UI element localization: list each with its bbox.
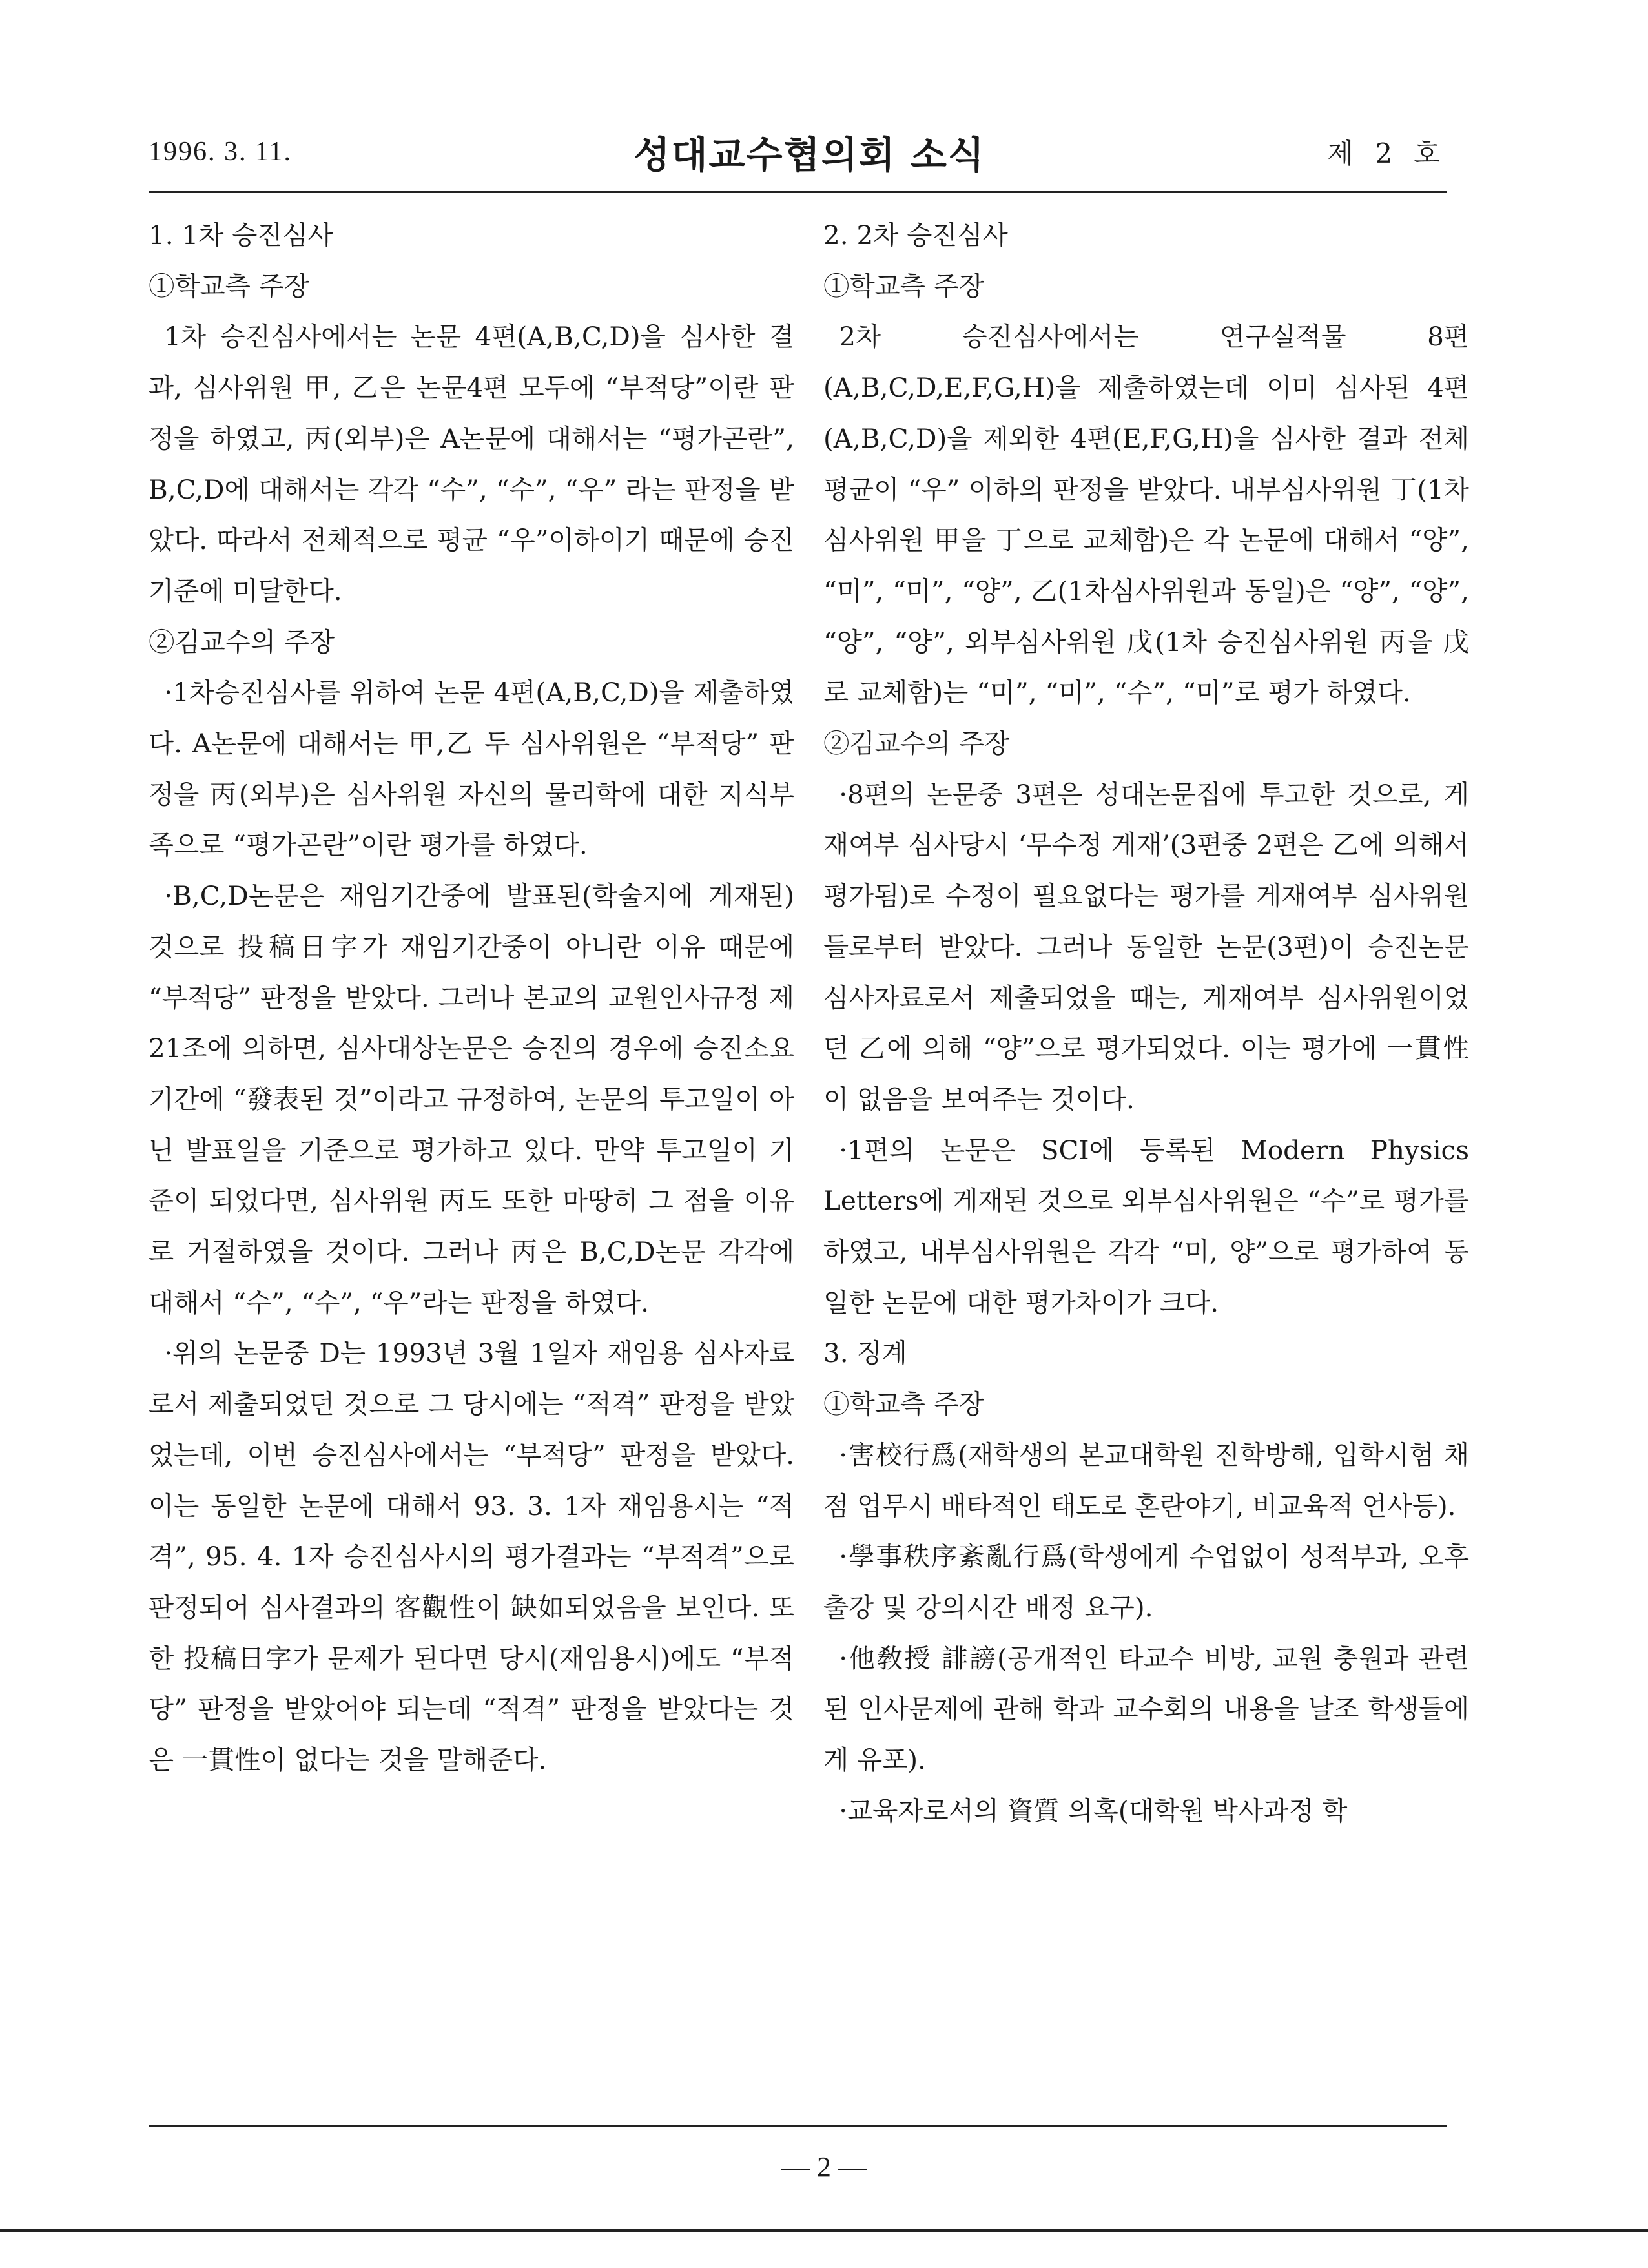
section-heading: 2. 2차 승진심사: [823, 220, 1008, 251]
body-paragraph: ·他敎授 誹謗(공개적인 타교수 비방, 교원 충원과 관련된 인사문제에 관해 학과 교수회의 내용을 날조 학생들에게 유포).: [823, 1642, 1469, 1776]
section-heading: 3. 징계: [823, 1337, 907, 1369]
body-paragraph: ·學事秩序紊亂行爲(학생에게 수업없이 성적부과, 오후 출강 및 강의시간 배정 요구).: [823, 1541, 1469, 1623]
section-heading: ①학교측 주장: [823, 270, 984, 302]
body-paragraph: ·1차승진심사를 위하여 논문 4편(A,B,C,D)을 제출하였다. A논문에 대해서는 甲,乙 두 심사위원은 “부적당” 판정을 丙(외부)은 심사위원 자신의 물리학에 대한 지식부족으로 “평가곤란”이란 평가를 하였다.: [149, 677, 794, 861]
body-paragraph: ·8편의 논문중 3편은 성대논문집에 투고한 것으로, 게재여부 심사당시 ‘무수정 게재’(3편중 2편은 乙에 의해서 평가됨)로 수정이 필요없다는 평가를 게재여부 심사위원들로부터 받았다. 그러나 동일한 논문(3편)이 승진논문 심사자료로서 제출되었을 때는, 게재여부 심사위원이었던 乙에 의해 “양”으로 평가되었다. 이는 평가에 一貫性이 없음을 보여주는 것이다.: [823, 778, 1469, 1115]
footer-rule: [149, 2125, 1447, 2127]
body-paragraph: ·교육자로서의 資質 의혹(대학원 박사과정 학: [839, 1795, 1348, 1826]
section-heading: 1. 1차 승진심사: [149, 220, 333, 251]
page-number: — 2 —: [781, 2151, 867, 2183]
left-column: [149, 210, 794, 1786]
section-heading: ②김교수의 주장: [149, 626, 335, 657]
section-heading: ②김교수의 주장: [823, 728, 1010, 759]
section-heading: ①학교측 주장: [149, 270, 309, 302]
right-column: [823, 210, 1469, 1837]
header-rule: [149, 191, 1447, 193]
section-heading: ①학교측 주장: [823, 1388, 984, 1420]
issue-number: 제 2 호: [1327, 138, 1447, 169]
body-paragraph: ·위의 논문중 D는 1993년 3월 1일자 재임용 심사자료로서 제출되었던 것으로 그 당시에는 “적격” 판정을 받았었는데, 이번 승진심사에서는 “부적당” 판정을 받았다. 이는 동일한 논문에 대해서 93. 3. 1자 재임용시는 “적격”, 95. 4. 1자 승진심사시의 평가결과는 “부적격”으로 판정되어 심사결과의 客觀性이 缺如되었음을 보인다. 또한 投稿日字가 문제가 된다면 당시(재임용시)에도 “부적당” 판정을 받았어야 되는데 “적격” 판정을 받았다는 것은 一貫性이 없다는 것을 말해준다.: [149, 1337, 794, 1776]
newsletter-title: 성대교수협의회 소식: [633, 133, 985, 177]
body-paragraph: ·害校行爲(재학생의 본교대학원 진학방해, 입학시험 채점 업무시 배타적인 태도로 혼란야기, 비교육적 언사등).: [823, 1439, 1469, 1521]
issue-date: 1996. 3. 11.: [149, 137, 292, 167]
body-paragraph: ·B,C,D논문은 재임기간중에 발표된(학술지에 게재된) 것으로 投稿日字가 재임기간중이 아니란 이유 때문에 “부적당” 판정을 받았다. 그러나 본교의 교원인사규정 제21조에 의하면, 심사대상논문은 승진의 경우에 승진소요기간에 “發表된 것”이라고 규정하여, 논문의 투고일이 아닌 발표일을 기준으로 평가하고 있다. 만약 투고일이 기준이 되었다면, 심사위원 丙도 또한 마땅히 그 점을 이유로 거절하였을 것이다. 그러나 丙은 B,C,D논문 각각에 대해서 “수”, “수”, “우”라는 판정을 하였다.: [149, 880, 794, 1318]
body-paragraph: 1차 승진심사에서는 논문 4편(A,B,C,D)을 심사한 결과, 심사위원 甲, 乙은 논문4편 모두에 “부적당”이란 판정을 하였고, 丙(외부)은 A논문에 대해서는 “평가곤란”, B,C,D에 대해서는 각각 “수”, “수”, “우” 라는 판정을 받았다. 따라서 전체적으로 평균 “우”이하이기 때문에 승진기준에 미달한다.: [149, 321, 794, 606]
page-header: [149, 123, 1447, 181]
body-paragraph: 2차 승진심사에서는 연구실적물 8편(A,B,C,D,E,F,G,H)을 제출하였는데 이미 심사된 4편(A,B,C,D)을 제외한 4편(E,F,G,H)을 심사한 결과 전체 평균이 “우” 이하의 판정을 받았다. 내부심사위원 丁(1차 심사위원 甲을 丁으로 교체함)은 각 논문에 대해서 “양”, “미”, “미”, “양”, 乙(1차심사위원과 동일)은 “양”, “양”, “양”, “양”, 외부심사위원 戊(1차 승진심사위원 丙을 戊로 교체함)는 “미”, “미”, “수”, “미”로 평가 하였다.: [823, 321, 1469, 708]
body-paragraph: ·1편의 논문은 SCI에 등록된 Modern Physics Letters에 게재된 것으로 외부심사위원은 “수”로 평가를 하였고, 내부심사위원은 각각 “미, 양”으로 평가하여 동일한 논문에 대한 평가차이가 크다.: [823, 1134, 1469, 1318]
scan-edge-line: [0, 2229, 1648, 2232]
